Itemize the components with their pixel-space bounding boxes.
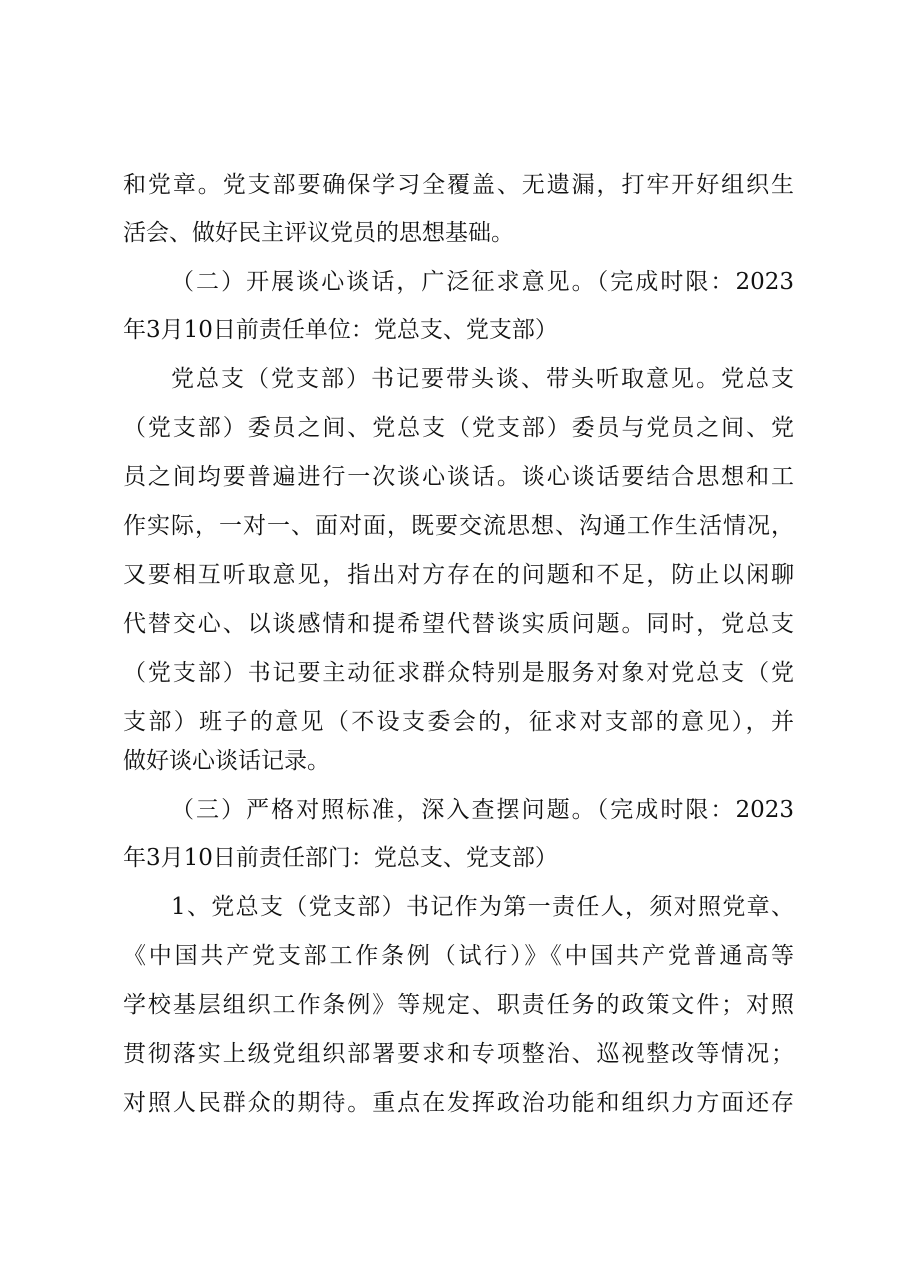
text-line-content: 和党章。党支部要确保学习全覆盖、无遗漏，打牢开好组织生 [123, 172, 794, 198]
text-line-content: 做好谈心谈话记录。 [123, 748, 330, 774]
text-line [0, 936, 909, 976]
section-heading-3 [0, 790, 909, 830]
text-line [0, 408, 909, 448]
text-line [0, 1034, 909, 1074]
text-line [0, 165, 909, 205]
text-line [0, 457, 909, 497]
text-line [0, 653, 909, 693]
text-line-content: 年3月10日前责任单位：党总支、党支部） [123, 317, 558, 343]
text-line-content: （党支部）书记要主动征求群众特别是服务对象对党总支（党 [123, 660, 794, 686]
text-line-content: 活会、做好民主评议党员的思想基础。 [123, 220, 514, 246]
text-line [0, 506, 909, 546]
text-line-content: 学校基层组织工作条例》等规定、职责任务的政策文件；对照 [123, 992, 794, 1018]
text-line-content: （三）严格对照标准，深入查摆问题。（完成时限：2023 [171, 797, 794, 823]
numbered-item-1 [0, 887, 909, 927]
text-line-content: 党总支（党支部）书记要带头谈、带头听取意见。党总支 [171, 366, 794, 392]
section-heading-2 [0, 262, 909, 302]
text-line [0, 985, 909, 1025]
text-line [0, 604, 909, 644]
text-line [0, 838, 909, 878]
text-line-content: （二）开展谈心谈话，广泛征求意见。（完成时限：2023 [171, 269, 794, 295]
text-line-content: 对照人民群众的期待。重点在发挥政治功能和组织力方面还存 [123, 1090, 794, 1116]
text-line-content: 1、党总支（党支部）书记作为第一责任人，须对照党章、 [171, 894, 794, 920]
text-line-content: 贯彻落实上级党组织部署要求和专项整治、巡视整改等情况； [123, 1041, 794, 1067]
text-line [0, 741, 909, 781]
text-line-content: 作实际，一对一、面对面，既要交流思想、沟通工作生活情况， [123, 513, 794, 539]
text-line-content: 代替交心、以谈感情和提希望代替谈实质问题。同时，党总支 [123, 611, 794, 637]
text-line [0, 1083, 909, 1123]
text-line-content: 年3月10日前责任部门：党总支、党支部） [123, 845, 558, 871]
text-line-content: 《中国共产党支部工作条例（试行）》《中国共产党普通高等 [123, 943, 794, 969]
text-line [0, 213, 909, 253]
text-line-content: 支部）班子的意见（不设支委会的，征求对支部的意见），并 [123, 709, 794, 735]
text-line [0, 310, 909, 350]
text-line [0, 555, 909, 595]
text-line [0, 702, 909, 742]
text-line-content: （党支部）委员之间、党总支（党支部）委员与党员之间、党 [123, 415, 794, 441]
text-line-content: 又要相互听取意见，指出对方存在的问题和不足，防止以闲聊 [123, 562, 794, 588]
paragraph-start [0, 359, 909, 399]
text-line-content: 员之间均要普遍进行一次谈心谈话。谈心谈话要结合思想和工 [123, 464, 794, 490]
